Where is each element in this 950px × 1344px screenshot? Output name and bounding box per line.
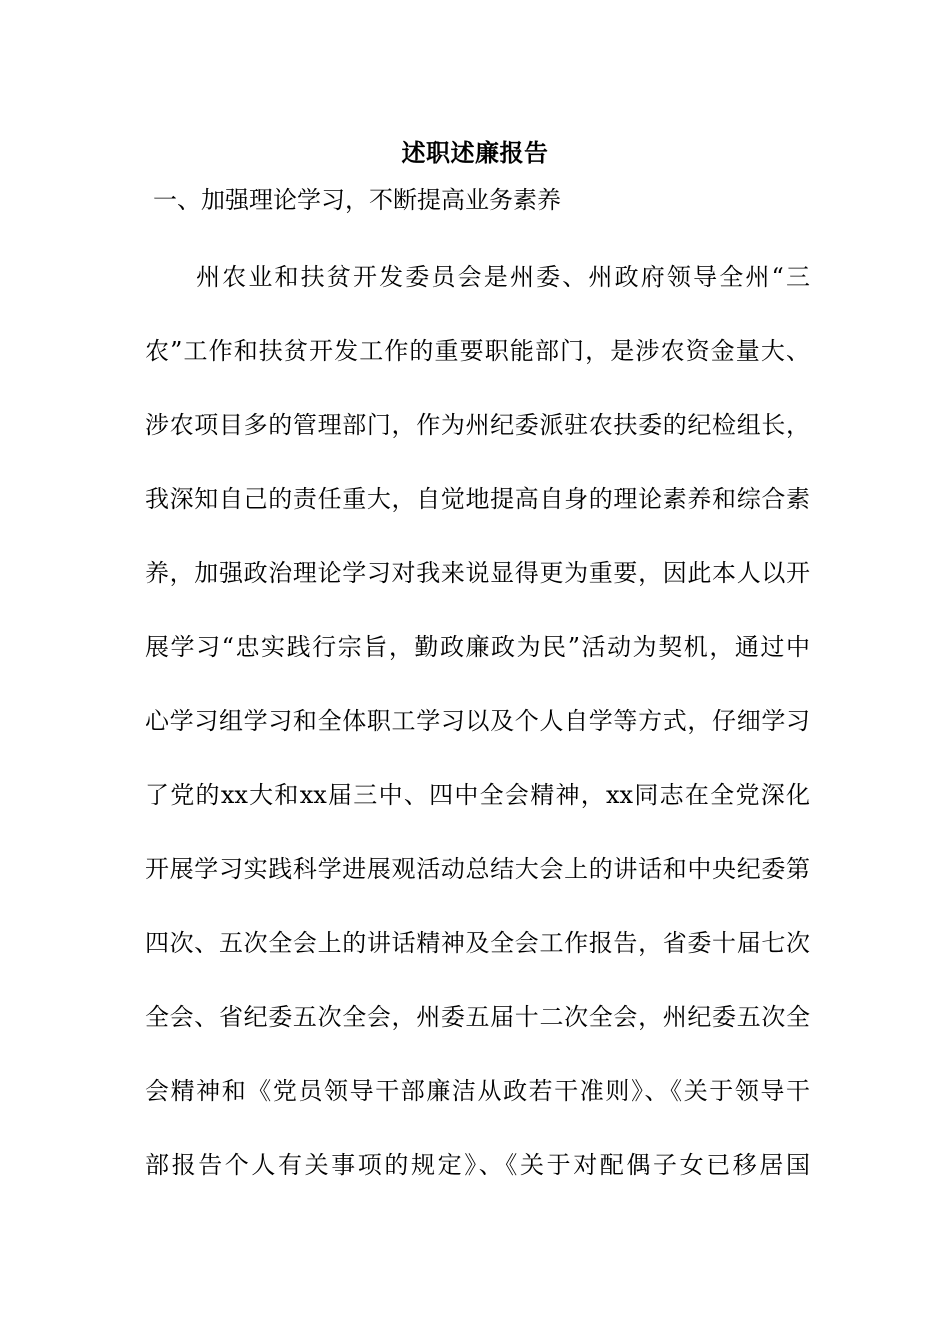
paragraph-line: 心学习组学习和全体职工学习以及个人自学等方式，仔细学习 bbox=[145, 707, 810, 735]
paragraph-line: 了党的xx大和xx届三中、四中全会精神，xx同志在全党深化 bbox=[145, 781, 810, 809]
document-title: 述职述廉报告 bbox=[401, 138, 549, 167]
paragraph-line: 部报告个人有关事项的规定》、《关于对配偶子女已移居国 bbox=[145, 1151, 810, 1179]
paragraph-line: 开展学习实践科学进展观活动总结大会上的讲话和中央纪委第 bbox=[145, 855, 810, 883]
section-heading: 一、加强理论学习，不断提高业务素养 bbox=[153, 186, 561, 214]
paragraph-line: 我深知自己的责任重大，自觉地提高自身的理论素养和综合素 bbox=[145, 485, 810, 513]
paragraph-line: 涉农项目多的管理部门，作为州纪委派驻农扶委的纪检组长， bbox=[145, 411, 810, 439]
paragraph-line: 全会、省纪委五次全会，州委五届十二次全会，州纪委五次全 bbox=[145, 1003, 810, 1031]
paragraph-line: 农”工作和扶贫开发工作的重要职能部门，是涉农资金量大、 bbox=[145, 337, 810, 365]
paragraph-line: 养，加强政治理论学习对我来说显得更为重要，因此本人以开 bbox=[145, 559, 810, 587]
paragraph-line: 四次、五次全会上的讲话精神及全会工作报告，省委十届七次 bbox=[145, 929, 810, 957]
paragraph-line: 州农业和扶贫开发委员会是州委、州政府领导全州“三 bbox=[196, 263, 810, 291]
paragraph-line: 展学习“忠实践行宗旨，勤政廉政为民”活动为契机，通过中 bbox=[145, 633, 810, 661]
paragraph-line: 会精神和《党员领导干部廉洁从政若干准则》、《关于领导干 bbox=[145, 1077, 810, 1105]
